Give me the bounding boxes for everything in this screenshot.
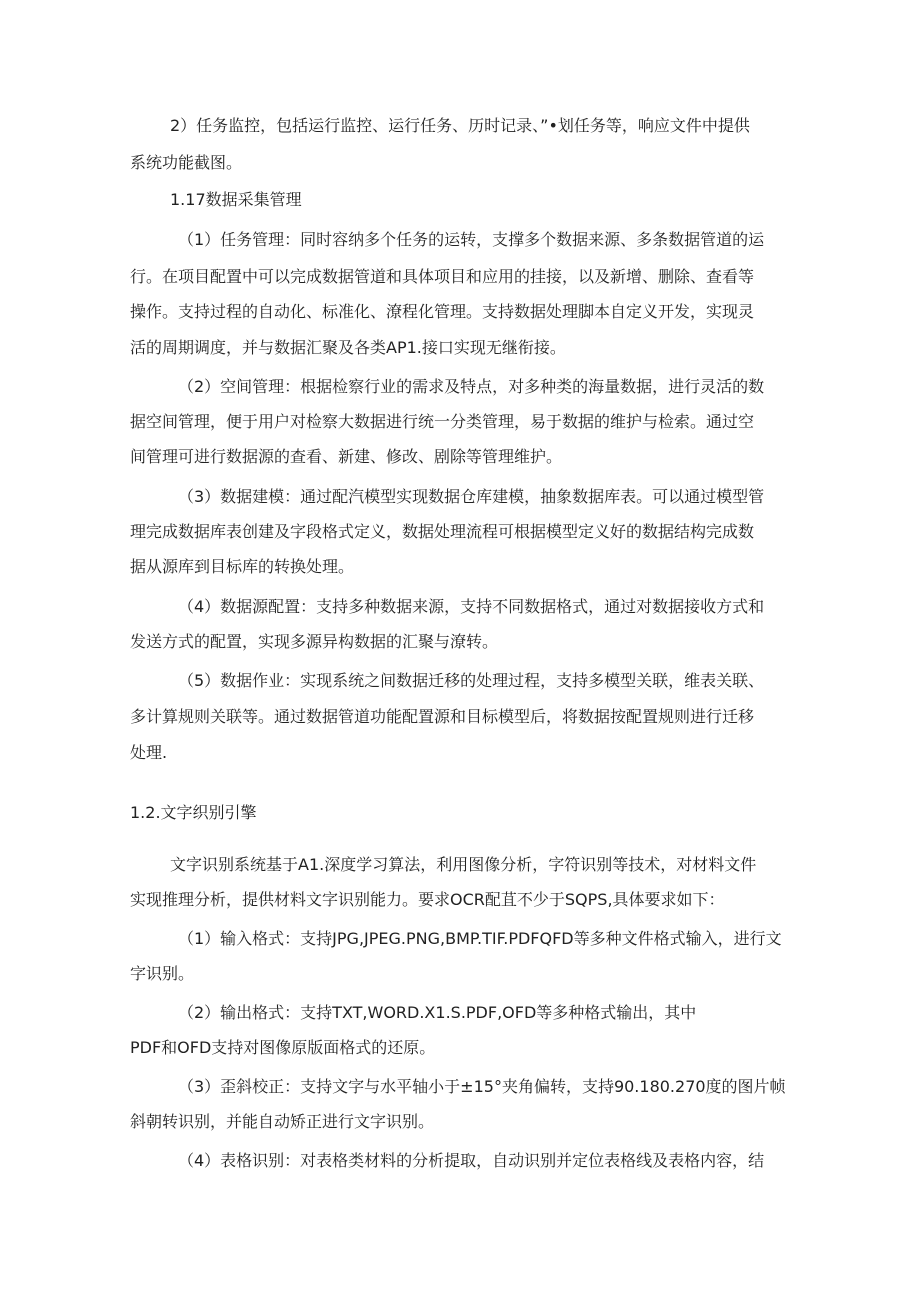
text-line: （3）数据建模：通过配汽模型实现数据仓库建模，抽象数据库表。可以通过模型管 xyxy=(178,487,765,506)
text-line: （4）数据源配置：支持多种数据来源，支持不同数据格式，通过对数据接收方式和 xyxy=(178,597,765,616)
text-line: 斜朝转识别，并能自动矫正进行文字识别。 xyxy=(130,1112,435,1131)
text-line: 理完成数据库表创建及字段格式定义，数据处理流程可根据模型定义好的数据结构完成数 xyxy=(130,522,755,541)
text-line: 活的周期调度，并与数据汇聚及各类AP1.接口实现无继衔接。 xyxy=(130,338,566,357)
section-heading: 1.17数据采集管理 xyxy=(170,190,302,209)
text-line: PDF和OFD支持对图像原版面格式的还原。 xyxy=(130,1038,436,1057)
text-line: 据空间管理，便于用户对检察大数据进行统一分类管理，易于数据的维护与检索。通过空 xyxy=(130,412,755,431)
text-line: （1）任务管理：同时容纳多个任务的运转，支撑多个数据来源、多条数据管道的运 xyxy=(178,230,765,249)
text-line: （4）表格识别：对表格类材料的分析提取，自动识别并定位表格线及表格内容，结 xyxy=(178,1151,765,1170)
text-line: 2）任务监控，包括运行监控、运行任务、历时记录、”•划任务等，响应文件中提供 xyxy=(170,116,750,135)
text-line: 系统功能截图。 xyxy=(130,153,243,172)
text-line: （1）输入格式：支持JPG,JPEG.PNG,BMP.TIF.PDFQFD等多种文件格式输入，进行文 xyxy=(178,929,782,948)
text-line: 行。在项目配置中可以完成数据管道和具体项目和应用的挂接，以及新增、删除、查看等 xyxy=(130,267,755,286)
text-line: （3）歪斜校正：支持文字与水平轴小于±15°夹角偏转，支持90.180.270度的图片帧 xyxy=(178,1077,786,1096)
section-heading: 1.2.文字织别引擎 xyxy=(130,803,257,822)
text-line: 间管理可进行数据源的查看、新建、修改、剧除等管理维护。 xyxy=(130,447,563,466)
text-line: 发送方式的配置，实现多源异构数据的汇聚与潦转。 xyxy=(130,632,499,651)
text-line: 实现推理分析，提供材料文字识别能力。要求OCR配苴不少于SQPS,具体要求如下： xyxy=(130,890,725,909)
text-line: 多计算规则关联等。通过数据管道功能配置源和目标模型后，将数据按配置规则进行迁移 xyxy=(130,707,755,726)
text-line: 操作。支持过程的自动化、标准化、潦程化管理。支持数据处理脚本自定义开发，实现灵 xyxy=(130,302,755,321)
text-line: （2）输出格式：支持TXT,WORD.X1.S.PDF,OFD等多种格式输出，其中 xyxy=(178,1003,697,1022)
text-line: 处理. xyxy=(130,743,168,762)
text-line: 字识别。 xyxy=(130,964,195,983)
text-line: （5）数据作业：实现系统之间数据迁移的处理过程，支持多模型关联，维表关联、 xyxy=(178,671,765,690)
text-line: （2）空间管理：根据检察行业的需求及特点，对多种类的海量数据，进行灵活的数 xyxy=(178,377,765,396)
text-line: 文字识别系统基于A1.深度学习算法，利用图像分析，字符识别等技术，对材料文件 xyxy=(170,855,757,874)
text-line: 据从源库到目标库的转换处理。 xyxy=(130,557,355,576)
